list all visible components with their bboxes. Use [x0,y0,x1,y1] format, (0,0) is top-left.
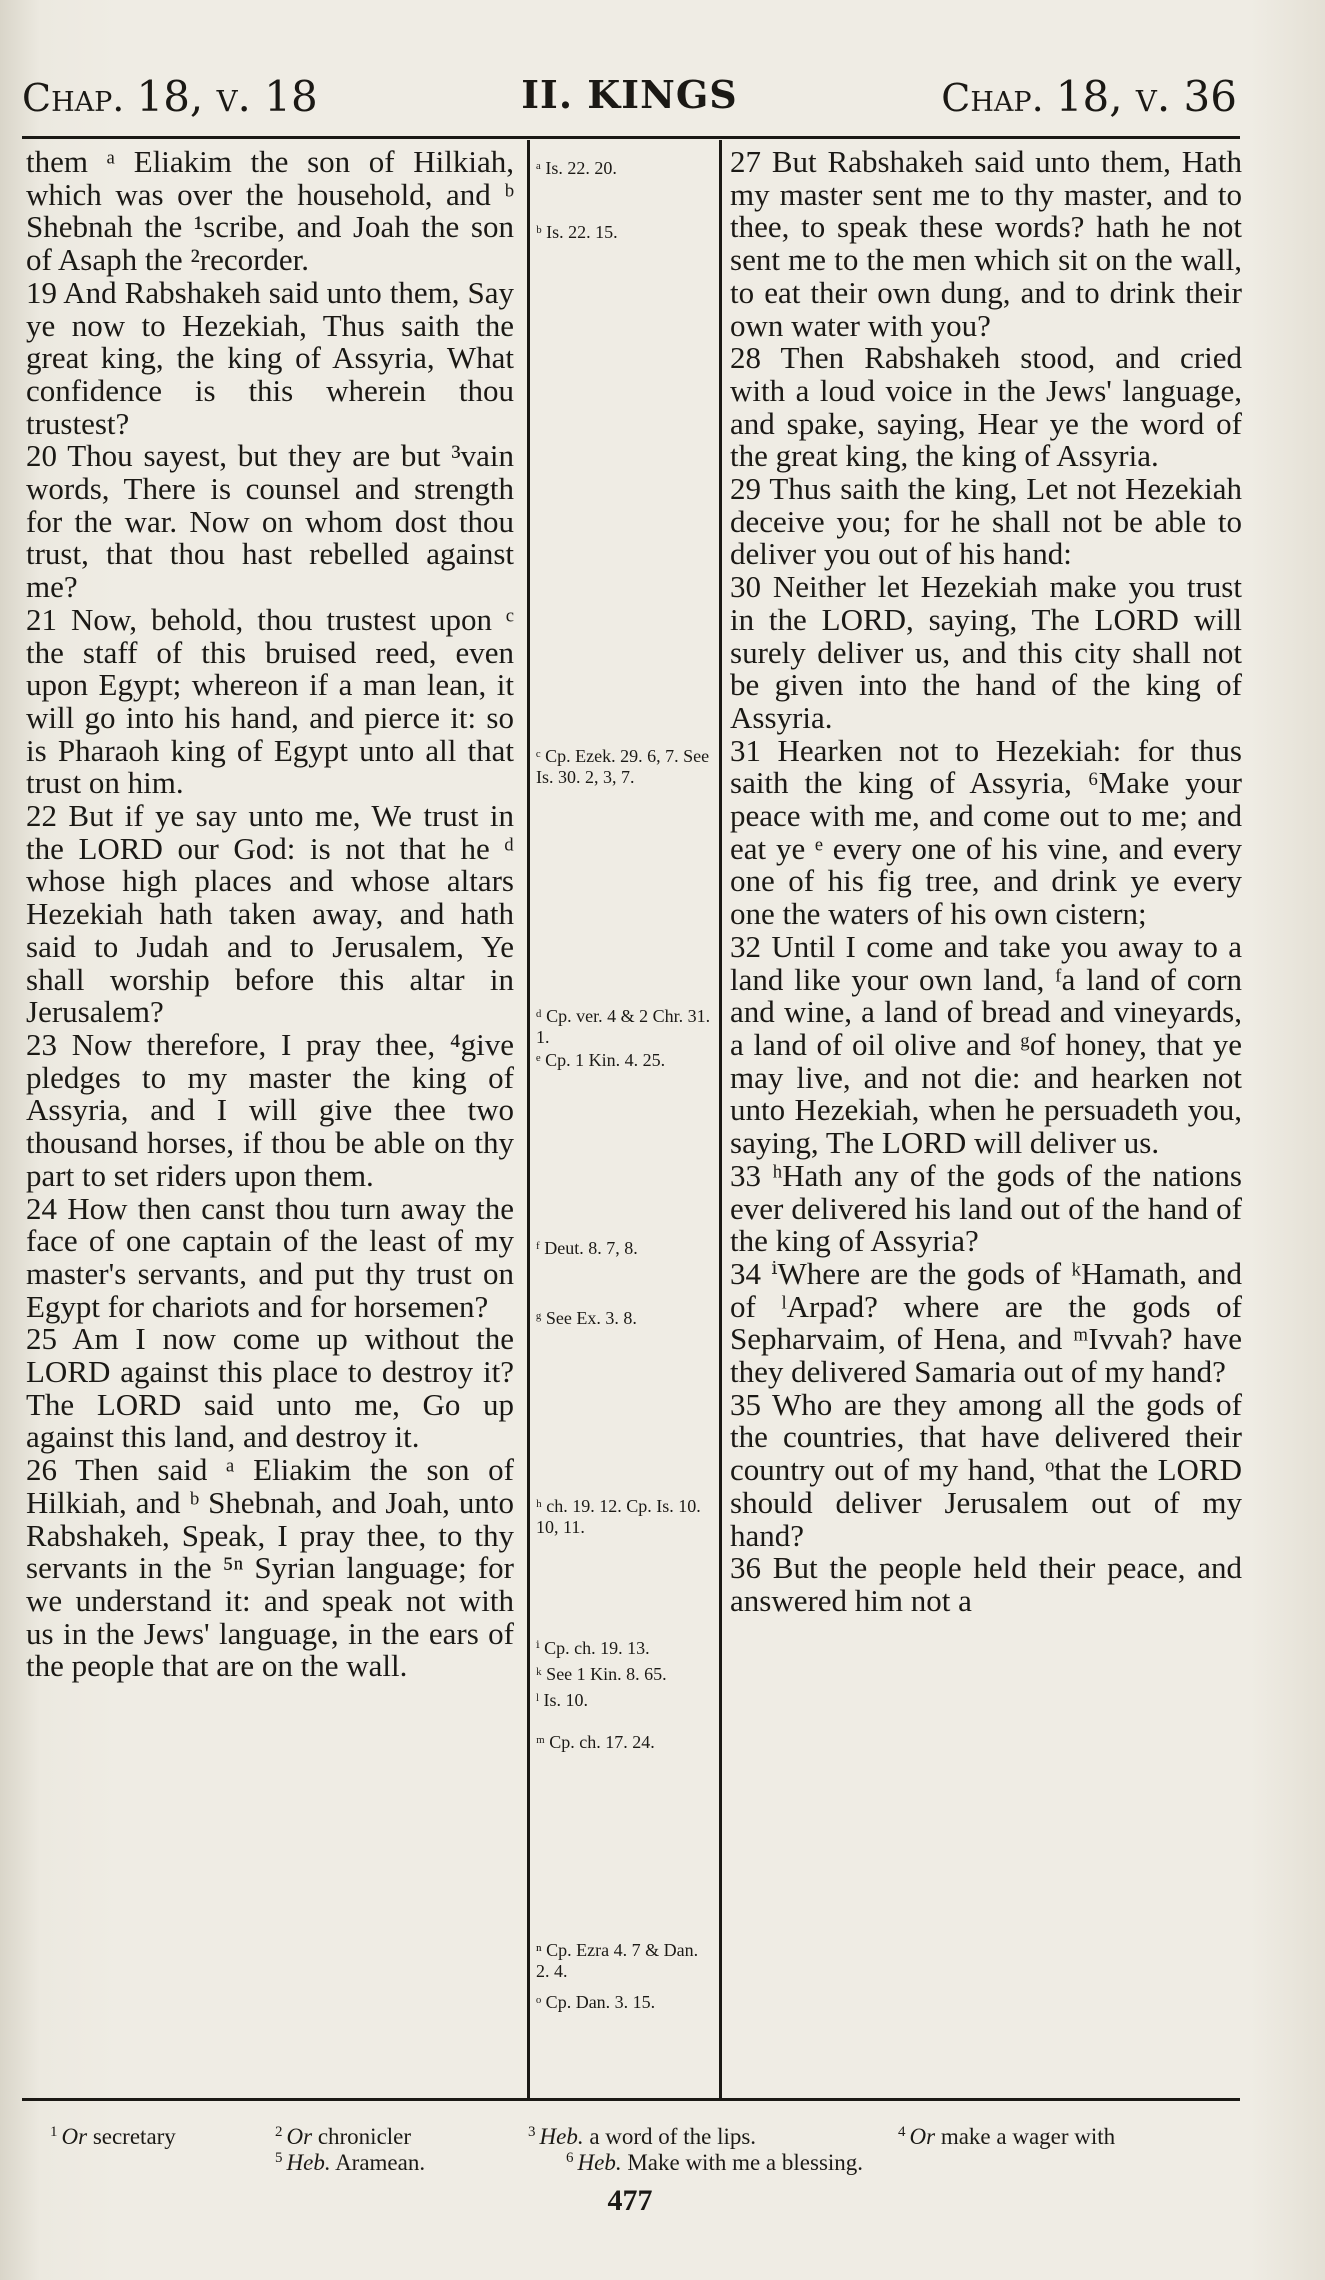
verse-28: 28 Then Rabshakeh stood, and cried with a loud voice in the Jews' language, and spake, saying, Hear ye the word of the great king, the king of Assyria. [730,340,1242,474]
verse-36: 36 But the people held their peace, and answered him not a [730,1550,1242,1618]
verse-32: 32 Until I come and take you away to a land like your own land, ᶠa land of corn and wine, a land of bread and vineyards, a land of oil olive and ᵍof honey, that ye may live, and not die: and hearken not unto Hezekiah, when he persuadeth you, saying, The LORD will deliver us. [730,928,1242,1161]
verse-26: 26 Then said ᵃ Eliakim the son of Hilkiah, and ᵇ Shebnah, and Joah, unto Rabshakeh, Speak, I pray thee, to thy servants in the ⁵ⁿ Syrian language; for we understand it: and speak not with us in the Jews' language, in the ears of the people that are on the wall. [26,1452,514,1684]
footnote-1 [50,2124,176,2150]
verse-18-continued: them ᵃ Eliakim the son of Hilkiah, which was over the household, and ᵇ Shebnah the ¹scribe, and Joah the son of Asaph the ²recorder. [26,144,514,278]
footnote-3 [528,2124,756,2150]
footnote-text: make a wager with [940,2124,1116,2149]
book-title: II. KINGS [521,72,738,117]
header-right-reference [941,72,1237,121]
cross-reference: ᵐ Cp. ch. 17. 24. [536,1732,655,1752]
cross-reference: ᵇ Is. 22. 15. [536,222,618,242]
cross-reference: ⁿ Cp. Ezra 4. 7 & Dan. 2. 4. [536,1940,699,1981]
footnote-abbr: Heb. [539,2124,584,2149]
verse-27: 27 But Rabshakeh said unto them, Hath my master sent me to thy master, and to thee, to speak these words? hath he not sent me to the men which sit on the wall, to eat their own dung, and to drink their own water with you? [730,144,1242,343]
verse-20: 20 Thou sayest, but they are but ³vain words, There is counsel and strength for the war. Now on whom dost thou trust, that thou hast rebelled against me? [26,438,514,605]
cross-reference: ᵃ Is. 22. 20. [536,158,617,178]
cross-reference: ᶠ Deut. 8. 7, 8. [536,1238,638,1258]
verse-34: 34 ⁱWhere are the gods of ᵏHamath, and of ˡArpad? where are the gods of Sepharvaim, of Hena, and ᵐIvvah? have they delivered Samaria out of my hand? [730,1255,1242,1390]
verse-31: 31 Hearken not to Hezekiah: for thus saith the king of Assyria, ⁶Make your peace with me, and come out to me; and eat ye ᵉ every one of his vine, and every one of his fig tree, and drink ye every one the waters of his own cistern; [730,732,1242,932]
footnote-mark: 2 [275,2124,283,2140]
header-left-verse: 18, v. 18 [136,72,318,121]
cross-reference: ᵏ See 1 Kin. 8. 65. [536,1664,667,1684]
verse-21: 21 Now, behold, thou trustest upon ᶜ the staff of this bruised reed, even upon Egypt; whereon if a man lean, it will go into his hand, and pierce it: so is Pharaoh king of Egypt unto all that trust on him. [26,601,514,801]
verse-35: 35 Who are they among all the gods of the countries, that have delivered their country out of my hand, ᵒthat the LORD should deliver Jerusalem out of my hand? [730,1386,1242,1553]
footnote-text: Aramean. [335,2150,426,2175]
footnote-5 [275,2150,425,2176]
footnote-2 [275,2124,411,2150]
cross-reference: ⁱ Cp. ch. 19. 13. [536,1638,650,1658]
footnote-mark: 4 [898,2124,906,2140]
footnote-abbr: Heb. [286,2150,331,2175]
footnote-text: Make with me a blessing. [627,2150,864,2175]
cross-reference: ᵉ Cp. 1 Kin. 4. 25. [536,1050,666,1070]
footnote-mark: 3 [528,2124,536,2140]
verse-25: 25 Am I now come up without the LORD against this place to destroy it? The LORD said unto me, Go up against this land, and destroy it. [26,1321,514,1455]
verse-19: 19 And Rabshakeh said unto them, Say ye now to Hezekiah, Thus saith the great king, the king of Assyria, What confidence is this wherein thou trustest? [26,274,514,441]
header-left-chap: Chap. [22,76,125,120]
cross-reference-column [530,140,716,2098]
footnote-abbr: Or [286,2124,313,2149]
verse-22: 22 But if ye say unto me, We trust in the LORD our God: is not that he ᵈ whose high places and whose altars Hezekiah hath taken away, and hath said to Judah and to Jerusalem, Ye shall worship before this altar in Jerusalem? [26,798,514,1030]
footnote-abbr: Or [909,2124,936,2149]
footnote-text: chronicler [317,2124,412,2149]
running-header [22,72,1237,132]
verse-30: 30 Neither let Hezekiah make you trust in the LORD, saying, The LORD will surely deliver us, and this city shall not be given into the hand of the king of Assyria. [730,569,1242,735]
footnote-abbr: Heb. [577,2150,622,2175]
cross-reference: ʰ ch. 19. 12. Cp. Is. 10. 10, 11. [536,1496,701,1537]
verse-23: 23 Now therefore, I pray thee, ⁴give pledges to my master the king of Assyria, and I will give thee two thousand horses, if thou be able on thy part to set riders upon them. [26,1026,514,1193]
cross-reference: ᵒ Cp. Dan. 3. 15. [536,1992,656,2012]
footnote-4 [898,2124,1115,2150]
left-text-column [26,146,514,1683]
footnote-text: secretary [92,2124,176,2149]
header-right-chap: Chap. [941,76,1044,120]
right-text-column [730,146,1242,1618]
footnote-mark: 1 [50,2124,58,2140]
column-divider-right [719,140,722,2098]
footnote-mark: 5 [275,2150,283,2166]
page-number: 477 [607,2184,653,2217]
footnote-text: a word of the lips. [589,2124,757,2149]
footnote-rule [22,2098,1240,2101]
footnote-mark: 6 [566,2150,574,2166]
cross-reference: ᶜ Cp. Ezek. 29. 6, 7. See Is. 30. 2, 3, 7. [536,746,710,787]
cross-reference: ˡ Is. 10. [536,1690,588,1710]
verse-33: 33 ʰHath any of the gods of the nations ever delivered his land out of the hand of the king of Assyria? [730,1157,1242,1259]
cross-reference: ᵍ See Ex. 3. 8. [536,1308,637,1328]
verse-24: 24 How then canst thou turn away the face of one captain of the least of my master's servants, and put thy trust on Egypt for chariots and for horsemen? [26,1190,514,1324]
header-right-verse: 18, v. 36 [1055,72,1237,121]
footnote-abbr: Or [61,2124,88,2149]
verse-29: 29 Thus saith the king, Let not Hezekiah deceive you; for he shall not be able to deliver you out of his hand: [730,471,1242,572]
footnote-6 [566,2150,863,2176]
cross-reference: ᵈ Cp. ver. 4 & 2 Chr. 31. 1. [536,1006,711,1047]
header-rule [22,136,1240,139]
